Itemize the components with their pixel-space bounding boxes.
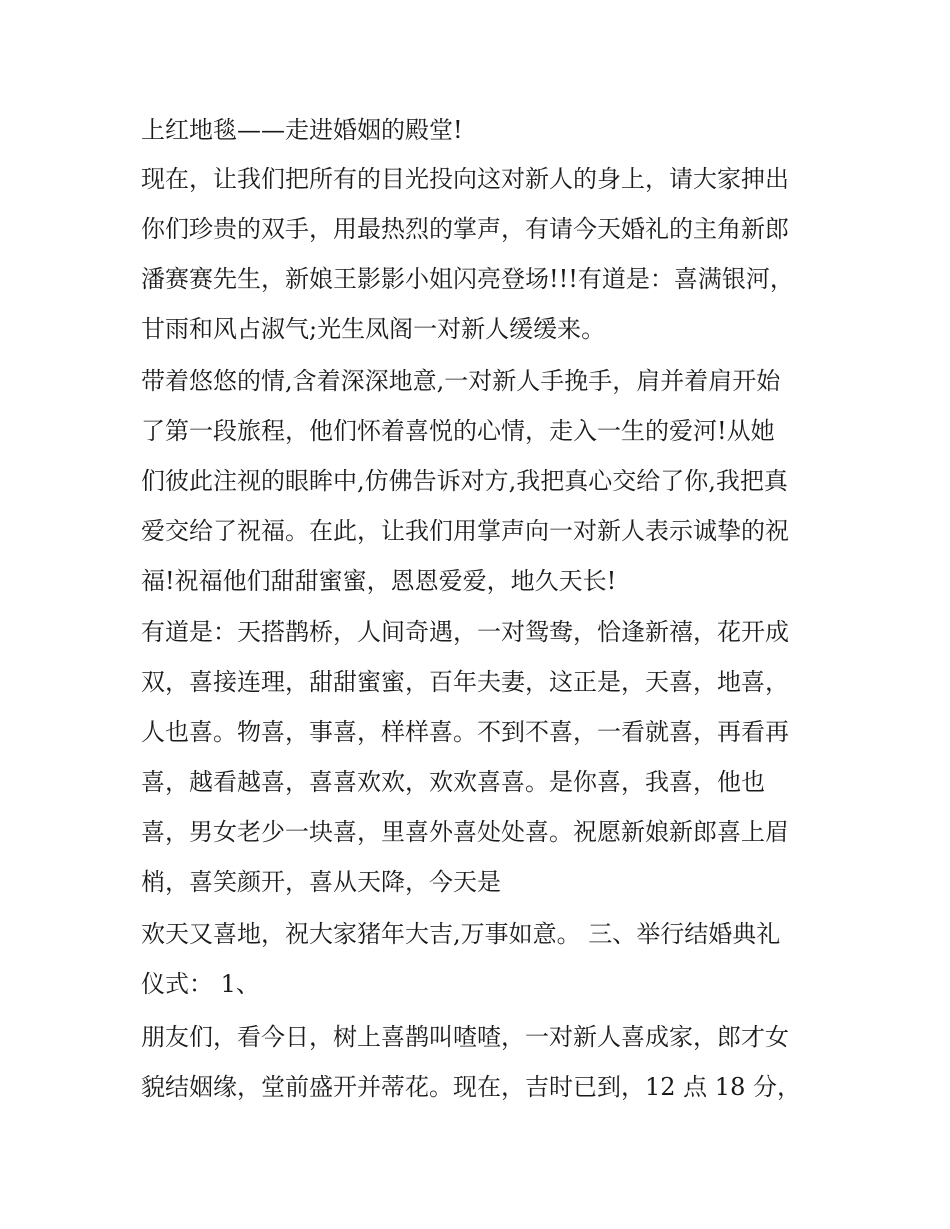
- text-line: 带着悠悠的情,含着深深地意,一对新人手挽手，肩并着肩开始: [141, 367, 781, 395]
- text-line: 双，喜接连理，甜甜蜜蜜，百年夫妻，这正是，天喜，地喜，: [141, 668, 789, 696]
- text-line: 们彼此注视的眼眸中,仿佛告诉对方,我把真心交给了你,我把真: [141, 467, 788, 495]
- text-line: 有道是：天搭鹊桥，人间奇遇，一对鸳鸯，恰逢新禧，花开成: [141, 618, 789, 646]
- text-line: 潘赛赛先生，新娘王影影小姐闪亮登场!!!有道是：喜满银河，: [141, 265, 794, 293]
- text-line: 欢天又喜地，祝大家猪年大吉,万事如意。 三、举行结婚典礼: [141, 920, 781, 948]
- text-line: 喜，越看越喜，喜喜欢欢，欢欢喜喜。是你喜，我喜，他也: [141, 768, 765, 796]
- text-line: 上红地毯——走进婚姻的殿堂!: [141, 116, 463, 144]
- text-line: 福!祝福他们甜甜蜜蜜，恩恩爱爱，地久天长!: [141, 567, 617, 595]
- text-line: 了第一段旅程，他们怀着喜悦的心情，走入一生的爱河!从她: [141, 417, 775, 445]
- text-line: 朋友们，看今日，树上喜鹊叫喳喳，一对新人喜成家，郎才女: [141, 1023, 789, 1051]
- text-line: 梢，喜笑颜开，喜从天降，今天是: [141, 868, 501, 896]
- text-line: 仪式： 1、: [141, 970, 260, 998]
- text-line: 喜，男女老少一块喜，里喜外喜处处喜。祝愿新娘新郎喜上眉: [141, 818, 789, 846]
- text-line: 貌结姻缘，堂前盛开并蒂花。现在，吉时已到，12 点 18 分，: [141, 1073, 801, 1101]
- text-line: 现在，让我们把所有的目光投向这对新人的身上，请大家抻出: [141, 165, 789, 193]
- text-line: 甘雨和风占淑气;光生凤阁一对新人缓缓来。: [141, 315, 606, 343]
- text-line: 爱交给了祝福。在此，让我们用掌声向一对新人表示诚挚的祝: [141, 517, 789, 545]
- text-line: 你们珍贵的双手，用最热烈的掌声，有请今天婚礼的主角新郎: [141, 215, 789, 243]
- text-line: 人也喜。物喜，事喜，样样喜。不到不喜，一看就喜，再看再: [141, 718, 789, 746]
